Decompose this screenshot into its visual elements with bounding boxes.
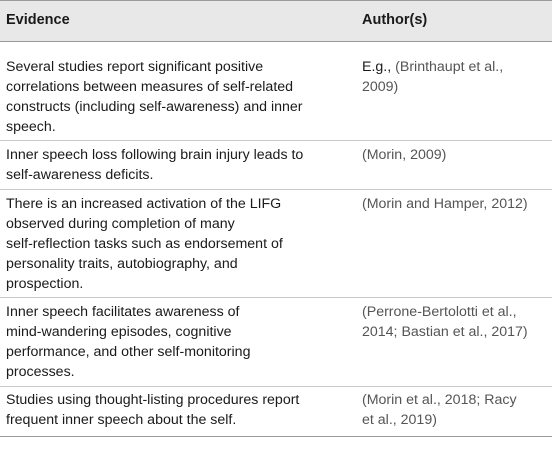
evidence-cell xyxy=(0,387,356,437)
table-body xyxy=(0,42,552,437)
author-line xyxy=(362,57,546,77)
author-citation[interactable]: (Morin et al., 2018; Racy xyxy=(362,392,517,408)
header-row xyxy=(0,1,552,42)
table-row xyxy=(0,190,552,298)
author-prefix: E.g., xyxy=(362,59,396,75)
header-authors: Author(s) xyxy=(356,1,552,42)
evidence-line: speech. xyxy=(6,119,56,135)
table-row xyxy=(0,298,552,387)
author-cell xyxy=(356,387,552,437)
author-citation[interactable]: 2014; Bastian et al., 2017) xyxy=(362,324,528,340)
author-cell xyxy=(356,298,552,387)
author-citation[interactable]: (Perrone-Bertolotti et al., xyxy=(362,304,517,320)
table-row xyxy=(0,42,552,141)
author-citation[interactable]: 2009) xyxy=(362,79,399,95)
evidence-line: observed during completion of many xyxy=(6,216,235,232)
evidence-line: There is an increased activation of the LIFG xyxy=(6,196,282,212)
author-cell xyxy=(356,42,552,141)
header-evidence: Evidence xyxy=(0,1,356,42)
evidence-line: self-reflection tasks such as endorsement of xyxy=(6,236,283,252)
author-cell xyxy=(356,190,552,298)
author-cell xyxy=(356,141,552,190)
author-citation[interactable]: (Morin, 2009) xyxy=(362,147,447,163)
table-row xyxy=(0,387,552,437)
evidence-line: Inner speech facilitates awareness of xyxy=(6,304,240,320)
evidence-line: constructs (including self-awareness) and inner xyxy=(6,99,303,115)
table-header xyxy=(0,1,552,42)
evidence-line: frequent inner speech about the self. xyxy=(6,412,237,428)
evidence-cell xyxy=(0,141,356,190)
evidence-line: mind-wandering episodes, cognitive xyxy=(6,324,232,340)
evidence-cell xyxy=(0,42,356,141)
evidence-line: prospection. xyxy=(6,276,84,292)
evidence-line: processes. xyxy=(6,364,75,380)
evidence-line: Several studies report significant positive xyxy=(6,59,264,75)
evidence-line: performance, and other self-monitoring xyxy=(6,344,251,360)
evidence-line: personality traits, autobiography, and xyxy=(6,256,238,272)
evidence-line: Inner speech loss following brain injury leads to xyxy=(6,147,304,163)
evidence-line: correlations between measures of self-related xyxy=(6,79,294,95)
author-citation[interactable]: (Morin and Hamper, 2012) xyxy=(362,196,528,212)
author-citation[interactable]: et al., 2019) xyxy=(362,412,437,428)
evidence-line: self-awareness deficits. xyxy=(6,167,154,183)
evidence-line: Studies using thought-listing procedures report xyxy=(6,392,300,408)
table-row xyxy=(0,141,552,190)
author-citation[interactable]: (Brinthaupt et al., xyxy=(395,59,504,75)
evidence-cell xyxy=(0,190,356,298)
evidence-cell xyxy=(0,298,356,387)
